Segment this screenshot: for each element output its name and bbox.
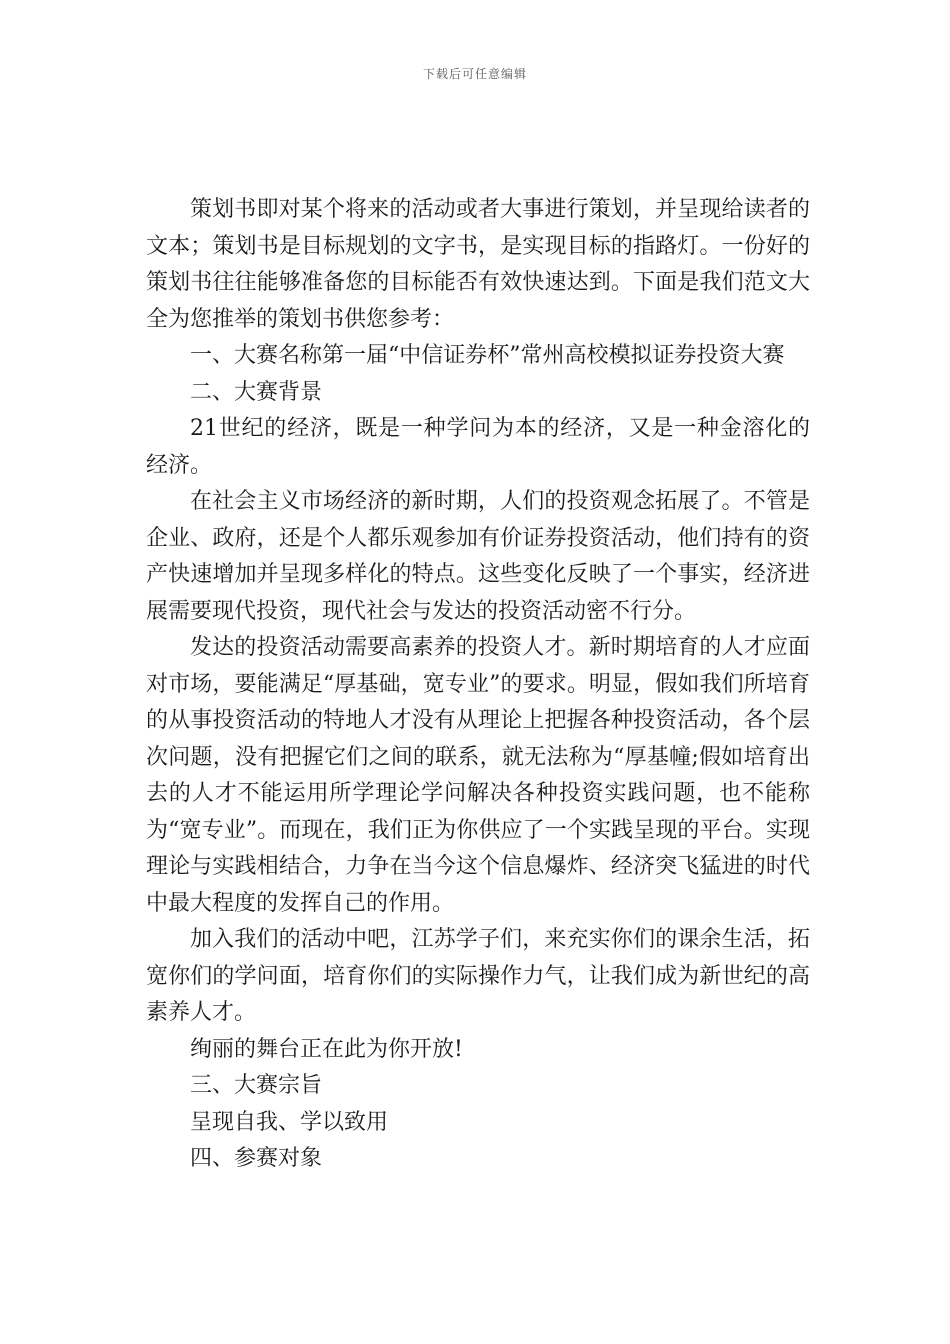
section-heading-contest-name: 一、大赛名称第一届“中信证券杯”常州高校模拟证券投资大赛 bbox=[190, 343, 785, 368]
paragraph-stage: 绚丽的舞台正在此为你开放! bbox=[190, 1036, 463, 1062]
section-heading-purpose: 三、大赛宗旨 bbox=[190, 1073, 323, 1098]
section-heading-participants: 四、参赛对象 bbox=[190, 1146, 323, 1171]
paragraph-intro: 策划书即对某个将来的活动或者大事进行策划，并呈现给读者的文本；策划书是目标规划的文字书，是实现目标的指路灯。一份好的策划书往往能够准备您的目标能否有效快速达到。下面是我们范文大全为您推举的策划书供您参考： bbox=[146, 197, 810, 332]
section-heading-background: 二、大赛背景 bbox=[190, 379, 323, 405]
paragraph-invitation: 加入我们的活动中吧，江苏学子们，来充实你们的课余生活，拓宽你们的学问面，培育你们的实际操作力气，让我们成为新世纪的高素养人才。 bbox=[146, 927, 810, 1025]
paragraph-purpose: 呈现自我、学以致用 bbox=[190, 1109, 389, 1135]
paragraph-market-economy: 在社会主义市场经济的新时期，人们的投资观念拓展了。不管是企业、政府，还是个人都乐观参加有价证券投资活动，他们持有的资产快速增加并呈现多样化的特点。这些变化反映了一个事实，经济进展需要现代投资，现代社会与发达的投资活动密不行分。 bbox=[146, 489, 810, 624]
paragraph-talent: 发达的投资活动需要高素养的投资人才。新时期培育的人才应面对市场，要能满足“厚基础，宽专业”的要求。明显，假如我们所培育的从事投资活动的特地人才没有从理论上把握各种投资活动，各个层次问题，没有把握它们之间的联系，就无法称为“厚基幢;假如培育出去的人才不能运用所学理论学问解决各种投资实践问题，也不能称为“宽专业”。而现在，我们正为你供应了一个实践呈现的平台。实现理论与实践相结合，力争在当今这个信息爆炸、经济突飞猛进的时代中最大程度的发挥自己的作用。 bbox=[146, 635, 810, 916]
page-header-note: 下载后可任意编辑 bbox=[422, 67, 527, 81]
document-body bbox=[146, 192, 810, 1178]
paragraph-economy: 21世纪的经济，既是一种学问为本的经济，又是一种金溶化的经济。 bbox=[146, 416, 810, 478]
